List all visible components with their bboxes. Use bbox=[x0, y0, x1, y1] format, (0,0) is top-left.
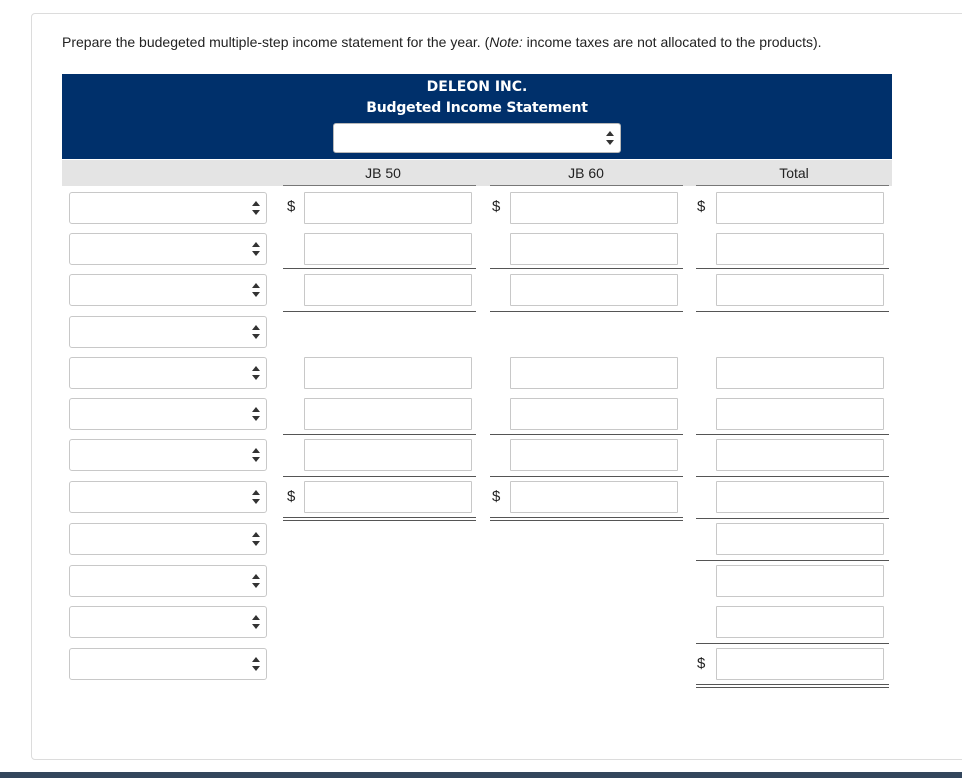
subtotal-line bbox=[696, 311, 889, 312]
column-header-jb50: JB 50 bbox=[365, 165, 401, 181]
double-underline bbox=[696, 687, 889, 688]
total-amount-input-3[interactable] bbox=[716, 274, 884, 306]
subtotal-line bbox=[283, 434, 476, 435]
subtotal-line bbox=[283, 311, 476, 312]
jb50-amount-input-8[interactable] bbox=[304, 481, 472, 513]
row-label-select-6[interactable] bbox=[69, 398, 267, 430]
column-header-total: Total bbox=[779, 165, 809, 181]
total-amount-input-7[interactable] bbox=[716, 439, 884, 471]
select-arrows-icon bbox=[252, 615, 260, 629]
jb50-amount-input-2[interactable] bbox=[304, 233, 472, 265]
subtotal-line bbox=[490, 268, 683, 269]
jb60-amount-input-3[interactable] bbox=[510, 274, 678, 306]
dollar-sign: $ bbox=[697, 655, 706, 672]
dollar-sign: $ bbox=[287, 488, 296, 505]
subtotal-line bbox=[490, 476, 683, 477]
jb50-amount-input-6[interactable] bbox=[304, 398, 472, 430]
company-name: DELEON INC. bbox=[426, 79, 528, 95]
subtotal-line bbox=[696, 434, 889, 435]
subtotal-line bbox=[696, 476, 889, 477]
row-label-select-11[interactable] bbox=[69, 606, 267, 638]
jb60-amount-input-8[interactable] bbox=[510, 481, 678, 513]
select-arrows-icon bbox=[252, 325, 260, 339]
double-underline bbox=[696, 684, 889, 685]
jb50-amount-input-7[interactable] bbox=[304, 439, 472, 471]
subtotal-line bbox=[283, 476, 476, 477]
row-label-select-12[interactable] bbox=[69, 648, 267, 680]
row-label-select-10[interactable] bbox=[69, 565, 267, 597]
select-arrows-icon bbox=[252, 448, 260, 462]
double-underline bbox=[283, 517, 476, 518]
column-headers bbox=[62, 160, 892, 186]
jb50-amount-input-5[interactable] bbox=[304, 357, 472, 389]
total-amount-input-6[interactable] bbox=[716, 398, 884, 430]
total-amount-input-8[interactable] bbox=[716, 481, 884, 513]
column-underline-jb50 bbox=[283, 185, 476, 186]
double-underline bbox=[490, 517, 683, 518]
column-underline-jb60 bbox=[490, 185, 683, 186]
dollar-sign: $ bbox=[492, 488, 501, 505]
row-label-select-4[interactable] bbox=[69, 316, 267, 348]
note-label: Note: bbox=[489, 34, 523, 50]
total-amount-input-12[interactable] bbox=[716, 648, 884, 680]
statement-title: Budgeted Income Statement bbox=[366, 100, 588, 116]
row-label-select-7[interactable] bbox=[69, 439, 267, 471]
instructions-text: Prepare the budegeted multiple-step income statement for the year. ( bbox=[62, 34, 490, 50]
instructions bbox=[62, 34, 822, 50]
jb50-amount-input-1[interactable] bbox=[304, 192, 472, 224]
instructions-text-end: income taxes are not allocated to the products). bbox=[522, 34, 822, 50]
jb60-amount-input-1[interactable] bbox=[510, 192, 678, 224]
select-arrows-icon bbox=[606, 131, 614, 145]
period-select[interactable] bbox=[333, 123, 621, 153]
subtotal-line bbox=[283, 268, 476, 269]
subtotal-line bbox=[490, 434, 683, 435]
select-arrows-icon bbox=[252, 574, 260, 588]
select-arrows-icon bbox=[252, 283, 260, 297]
row-label-select-1[interactable] bbox=[69, 192, 267, 224]
jb60-amount-input-2[interactable] bbox=[510, 233, 678, 265]
jb50-amount-input-3[interactable] bbox=[304, 274, 472, 306]
dollar-sign: $ bbox=[492, 198, 501, 215]
select-arrows-icon bbox=[252, 657, 260, 671]
double-underline bbox=[490, 520, 683, 521]
footer-bar bbox=[0, 772, 962, 778]
total-amount-input-11[interactable] bbox=[716, 606, 884, 638]
total-amount-input-1[interactable] bbox=[716, 192, 884, 224]
total-amount-input-9[interactable] bbox=[716, 523, 884, 555]
double-underline bbox=[283, 520, 476, 521]
row-label-select-2[interactable] bbox=[69, 233, 267, 265]
subtotal-line bbox=[696, 268, 889, 269]
row-label-select-9[interactable] bbox=[69, 523, 267, 555]
total-amount-input-10[interactable] bbox=[716, 565, 884, 597]
subtotal-line bbox=[696, 560, 889, 561]
jb60-amount-input-5[interactable] bbox=[510, 357, 678, 389]
row-label-select-8[interactable] bbox=[69, 481, 267, 513]
column-underline-total bbox=[696, 185, 889, 186]
select-arrows-icon bbox=[252, 532, 260, 546]
subtotal-line bbox=[696, 518, 889, 519]
jb60-amount-input-7[interactable] bbox=[510, 439, 678, 471]
statement-header bbox=[62, 74, 892, 159]
column-header-jb60: JB 60 bbox=[568, 165, 604, 181]
dollar-sign: $ bbox=[287, 198, 296, 215]
row-label-select-5[interactable] bbox=[69, 357, 267, 389]
total-amount-input-5[interactable] bbox=[716, 357, 884, 389]
select-arrows-icon bbox=[252, 407, 260, 421]
total-amount-input-2[interactable] bbox=[716, 233, 884, 265]
subtotal-line bbox=[490, 311, 683, 312]
row-label-select-3[interactable] bbox=[69, 274, 267, 306]
select-arrows-icon bbox=[252, 366, 260, 380]
select-arrows-icon bbox=[252, 201, 260, 215]
subtotal-line bbox=[696, 643, 889, 644]
dollar-sign: $ bbox=[697, 198, 706, 215]
select-arrows-icon bbox=[252, 242, 260, 256]
jb60-amount-input-6[interactable] bbox=[510, 398, 678, 430]
select-arrows-icon bbox=[252, 490, 260, 504]
